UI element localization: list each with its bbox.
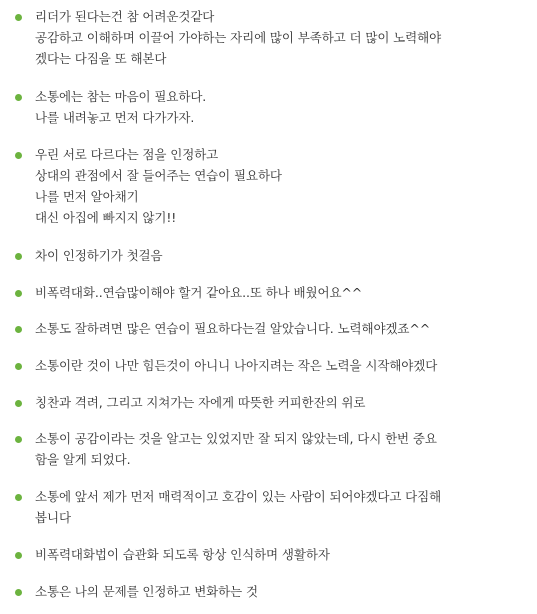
comment-text: 소통이란 것이 나만 힘든것이 아니니 나아지려는 작은 노력을 시작해야겠다 [35,358,438,373]
bullet-icon [15,94,22,101]
bullet-icon [15,326,22,333]
bullet-icon [15,152,22,159]
bullet-icon [15,436,22,443]
bullet-icon [15,400,22,407]
comment-text: 소통에 앞서 제가 먼저 매력적이고 호감이 있는 사람이 되어야겠다고 다짐해 봅니다 [35,489,442,525]
comment-text: 차이 인정하기가 첫걸음 [35,248,163,263]
bullet-icon [15,589,22,596]
comment-text: 소통이 공감이라는 것을 알고는 있었지만 잘 되지 않았는데, 다시 한번 중요 함을 알게 되었다. [35,431,437,467]
bullet-icon [15,363,22,370]
bullet-icon [15,494,22,501]
bullet-icon [15,290,22,297]
comment-text: 소통에는 참는 마음이 필요하다. 나를 내려놓고 먼저 다가가자. [35,89,207,125]
bullet-icon [15,552,22,559]
comment-text: 리더가 된다는건 참 어려운것같다 공감하고 이해하며 이끌어 가야하는 자리에 많이 부족하고 더 많이 노력해야 겠다는 다짐을 또 해본다 [35,9,442,66]
comment-text: 비폭력대화법이 습관화 되도록 항상 인식하며 생활하자 [35,547,330,562]
bullet-icon [15,14,22,21]
comment-text: 소통도 잘하려면 많은 연습이 필요하다는걸 알았습니다. 노력해야겠죠^^ [35,321,431,336]
comment-text: 우린 서로 다르다는 점을 인정하고 상대의 관점에서 잘 들어주는 연습이 필요하다 나를 먼저 알아채기 대신 아집에 빠지지 않기!! [35,147,282,225]
comment-text: 칭찬과 격려, 그리고 지쳐가는 자에게 따뜻한 커피한잔의 위로 [35,395,366,410]
comment-text: 소통은 나의 문제를 인정하고 변화하는 것 [35,584,258,599]
comment-text: 비폭력대화..연습많이해야 할거 같아요..또 하나 배웠어요^^ [35,285,363,300]
bullet-icon [15,253,22,260]
